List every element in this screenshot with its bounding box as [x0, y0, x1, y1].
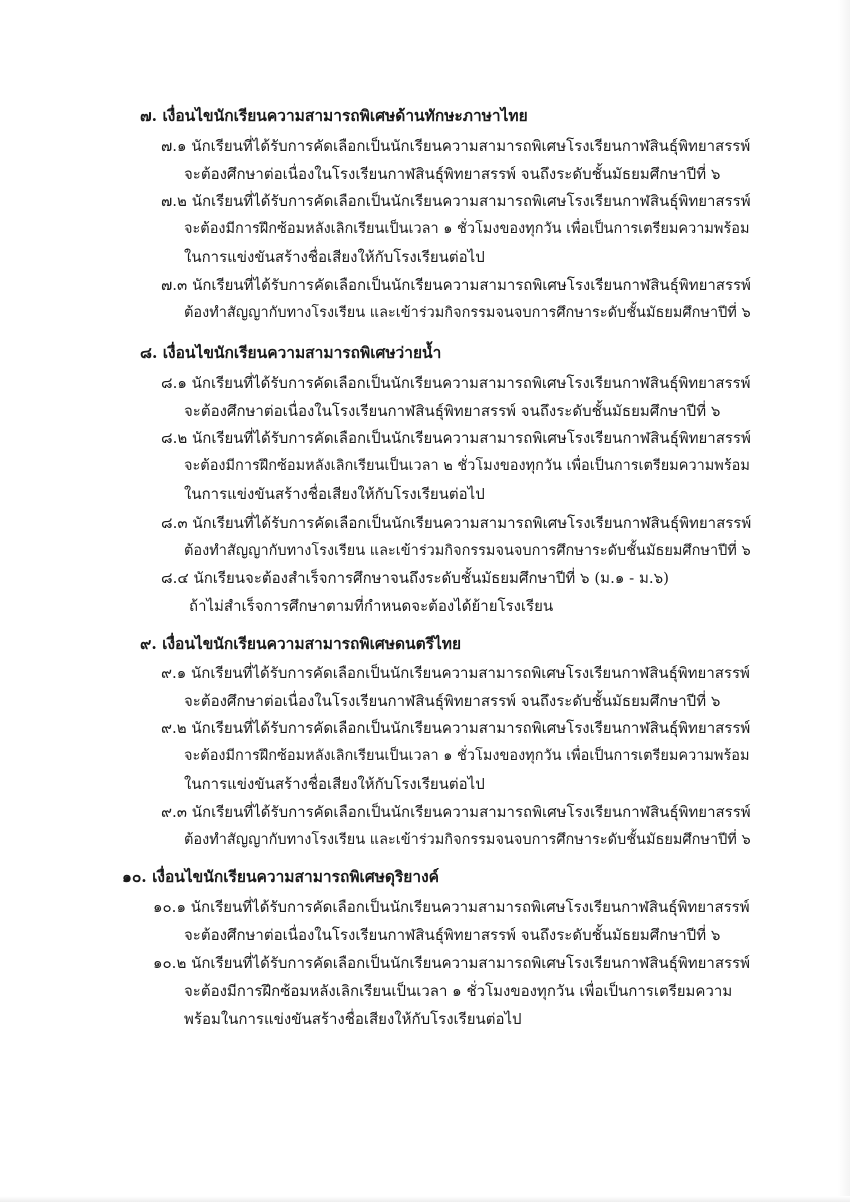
item-9-1-line-1: ๙.๑ นักเรียนที่ได้รับการคัดเลือกเป็นนักเรียนความสามารถพิเศษโรงเรียนกาฬสินธุ์พิทยาสรรพ์ [161, 664, 750, 682]
item-10-2-line-3: พร้อมในการแข่งขันสร้างชื่อเสียงให้กับโรงเรียนต่อไป [184, 1010, 522, 1028]
item-9-1-line-2: จะต้องศึกษาต่อเนื่องในโรงเรียนกาฬสินธุ์พิทยาสรรพ์ จนถึงระดับชั้นมัธยมศึกษาปีที่ ๖ [184, 692, 721, 710]
item-7-1-line-2: จะต้องศึกษาต่อเนื่องในโรงเรียนกาฬสินธุ์พิทยาสรรพ์ จนถึงระดับชั้นมัธยมศึกษาปีที่ ๖ [184, 165, 721, 183]
item-8-3-line-1: ๘.๓ นักเรียนที่ได้รับการคัดเลือกเป็นนักเรียนความสามารถพิเศษโรงเรียนกาฬสินธุ์พิทยาสรรพ์ [161, 514, 752, 532]
item-8-2-line-2: จะต้องมีการฝึกซ้อมหลังเลิกเรียนเป็นเวลา ๒ ชั่วโมงของทุกวัน เพื่อเป็นการเตรียมความพร้อม [184, 458, 750, 474]
item-7-2-line-1: ๗.๒ นักเรียนที่ได้รับการคัดเลือกเป็นนักเรียนความสามารถพิเศษโรงเรียนกาฬสินธุ์พิทยาสรรพ์ [161, 192, 751, 210]
item-8-2-line-1: ๘.๒ นักเรียนที่ได้รับการคัดเลือกเป็นนักเรียนความสามารถพิเศษโรงเรียนกาฬสินธุ์พิทยาสรรพ์ [161, 429, 751, 447]
section-heading: ๗. เงื่อนไขนักเรียนความสามารถพิเศษด้านทักษะภาษาไทย [140, 106, 528, 125]
item-9-2-line-1: ๙.๒ นักเรียนที่ได้รับการคัดเลือกเป็นนักเรียนความสามารถพิเศษโรงเรียนกาฬสินธุ์พิทยาสรรพ์ [161, 719, 751, 737]
item-10-2-line-2: จะต้องมีการฝึกซ้อมหลังเลิกเรียนเป็นเวลา ๑ ชั่วโมงของทุกวัน เพื่อเป็นการเตรียมความ [184, 982, 733, 1000]
item-7-3-line-2: ต้องทำสัญญากับทางโรงเรียน และเข้าร่วมกิจกรรมจนจบการศึกษาระดับชั้นมัธยมศึกษาปีที่ ๖ [184, 305, 751, 321]
item-9-3-line-2: ต้องทำสัญญากับทางโรงเรียน และเข้าร่วมกิจกรรมจนจบการศึกษาระดับชั้นมัธยมศึกษาปีที่ ๖ [184, 832, 751, 848]
item-8-1-line-1: ๘.๑ นักเรียนที่ได้รับการคัดเลือกเป็นนักเรียนความสามารถพิเศษโรงเรียนกาฬสินธุ์พิทยาสรรพ์ [161, 374, 751, 392]
item-7-3-line-1: ๗.๓ นักเรียนที่ได้รับการคัดเลือกเป็นนักเรียนความสามารถพิเศษโรงเรียนกาฬสินธุ์พิทยาสรรพ์ [161, 276, 751, 294]
item-8-4-line-2: ถ้าไม่สำเร็จการศึกษาตามที่กำหนดจะต้องได้ย้ายโรงเรียน [189, 597, 554, 615]
section-heading: ๘. เงื่อนไขนักเรียนความสามารถพิเศษว่ายน้ำ [140, 343, 442, 362]
item-7-2-line-2: จะต้องมีการฝึกซ้อมหลังเลิกเรียนเป็นเวลา ๑ ชั่วโมงของทุกวัน เพื่อเป็นการเตรียมความพร้อม [184, 221, 750, 237]
section-heading: ๑๐. เงื่อนไขนักเรียนความสามารถพิเศษดุริยางค์ [122, 867, 440, 886]
section-heading: ๙. เงื่อนไขนักเรียนความสามารถพิเศษดนตรีไทย [140, 634, 462, 653]
item-9-2-line-2: จะต้องมีการฝึกซ้อมหลังเลิกเรียนเป็นเวลา ๑ ชั่วโมงของทุกวัน เพื่อเป็นการเตรียมความพร้อม [184, 748, 750, 764]
item-7-2-line-3: ในการแข่งขันสร้างชื่อเสียงให้กับโรงเรียนต่อไป [184, 248, 485, 266]
item-8-3-line-2: ต้องทำสัญญากับทางโรงเรียน และเข้าร่วมกิจกรรมจนจบการศึกษาระดับชั้นมัธยมศึกษาปีที่ ๖ [184, 543, 751, 559]
item-8-2-line-3: ในการแข่งขันสร้างชื่อเสียงให้กับโรงเรียนต่อไป [184, 485, 485, 503]
item-7-1-line-1: ๗.๑ นักเรียนที่ได้รับการคัดเลือกเป็นนักเรียนความสามารถพิเศษโรงเรียนกาฬสินธุ์พิทยาสรรพ์ [161, 137, 751, 155]
item-9-3-line-1: ๙.๓ นักเรียนที่ได้รับการคัดเลือกเป็นนักเรียนความสามารถพิเศษโรงเรียนกาฬสินธุ์พิทยาสรรพ์ [161, 803, 751, 821]
item-10-1-line-1: ๑๐.๑ นักเรียนที่ได้รับการคัดเลือกเป็นนักเรียนความสามารถพิเศษโรงเรียนกาฬสินธุ์พิทยาสรรพ์ [153, 898, 750, 916]
item-9-2-line-3: ในการแข่งขันสร้างชื่อเสียงให้กับโรงเรียนต่อไป [184, 775, 485, 793]
scan-edge-bottom [0, 1196, 850, 1202]
item-10-2-line-1: ๑๐.๒ นักเรียนที่ได้รับการคัดเลือกเป็นนักเรียนความสามารถพิเศษโรงเรียนกาฬสินธุ์พิทยาสรรพ์ [153, 954, 750, 972]
item-10-1-line-2: จะต้องศึกษาต่อเนื่องในโรงเรียนกาฬสินธุ์พิทยาสรรพ์ จนถึงระดับชั้นมัธยมศึกษาปีที่ ๖ [184, 926, 721, 944]
scan-edge-right [838, 0, 850, 1202]
item-8-4-line-1: ๘.๔ นักเรียนจะต้องสำเร็จการศึกษาจนถึงระดับชั้นมัธยมศึกษาปีที่ ๖ (ม.๑ - ม.๖) [161, 569, 669, 587]
item-8-1-line-2: จะต้องศึกษาต่อเนื่องในโรงเรียนกาฬสินธุ์พิทยาสรรพ์ จนถึงระดับชั้นมัธยมศึกษาปีที่ ๖ [184, 402, 721, 420]
